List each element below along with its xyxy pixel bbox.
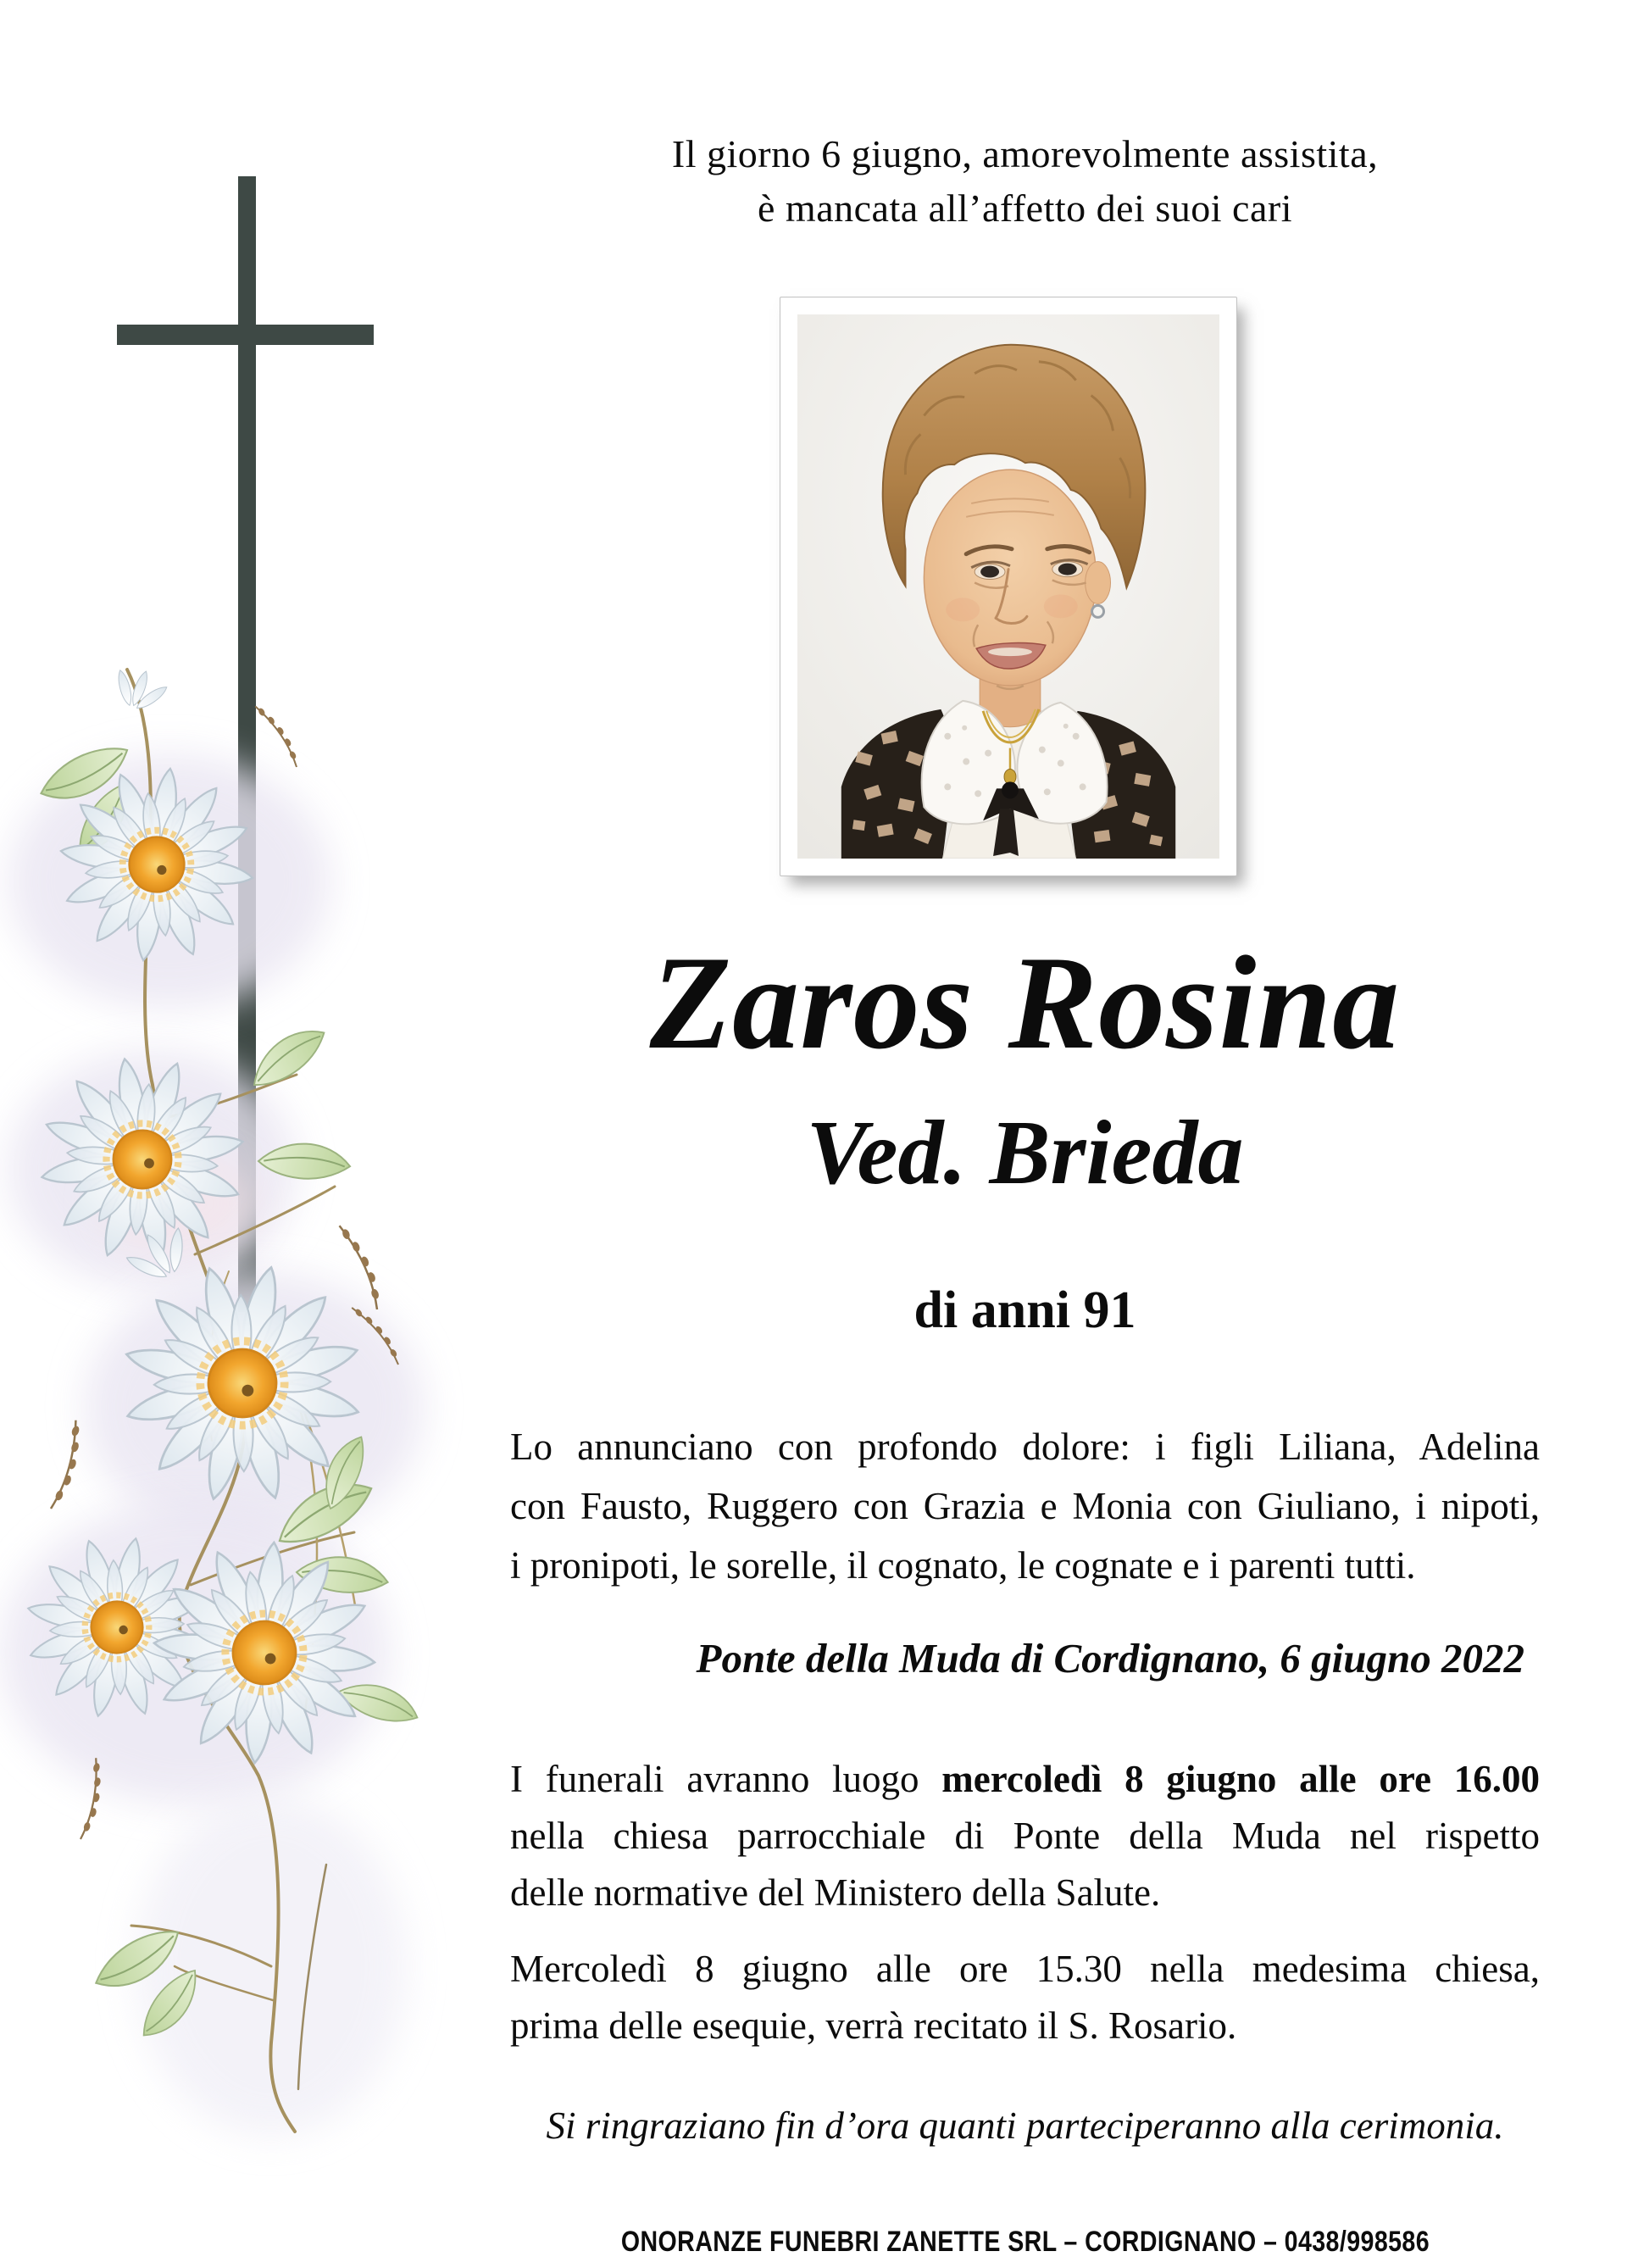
flowers-illustration — [0, 610, 475, 2178]
seed-sprig — [255, 700, 303, 770]
funeral-line-1 — [510, 1751, 1540, 1808]
intro-line-1: Il giorno 6 giugno, amorevolmente assistita, — [671, 132, 1379, 175]
funeral-home-text: ONORANZE FUNEBRI ZANETTE SRL – CORDIGNANO – 0438/998586 — [620, 2226, 1430, 2258]
place-date-line: Ponte della Muda di Cordignano, 6 giugno 2022 — [696, 1635, 1524, 1682]
portrait-photo — [780, 297, 1237, 876]
funeral-line-3: delle normative del Ministero della Salute. — [510, 1871, 1161, 1914]
announcement-line-1: Lo annunciano con profondo dolore: i figli Liliana, Adelina — [510, 1426, 1540, 1468]
age-line: di anni 91 — [913, 1281, 1136, 1339]
rosary-paragraph — [510, 1941, 1540, 2054]
funeral-line-2: nella chiesa parrocchiale di Ponte della Muda nel rispetto — [510, 1815, 1540, 1857]
seed-sprig — [44, 1420, 91, 1512]
portrait-drawing — [797, 314, 1219, 859]
funeral-text-pre: I funerali avranno luogo — [510, 1758, 942, 1800]
funeral-datetime-bold: mercoledì 8 giugno alle ore 16.00 — [941, 1758, 1541, 1800]
deceased-name: Zaros Rosina — [649, 929, 1401, 1077]
announcement-line-3: i pronipoti, le sorelle, il cognato, le cognate e i parenti tutti. — [510, 1544, 1416, 1587]
funeral-home-footer — [510, 2226, 1540, 2259]
rosary-line-1: Mercoledì 8 giugno alle ore 15.30 nella medesima chiesa, — [510, 1948, 1540, 1990]
thanks-line: Si ringraziano fin d’ora quanti parteciperanno alla cerimonia. — [546, 2104, 1504, 2147]
announcement-paragraph — [510, 1417, 1540, 1595]
funeral-paragraph — [510, 1751, 1540, 1921]
widow-title: Ved. Brieda — [806, 1103, 1244, 1203]
intro-text — [510, 127, 1540, 236]
announcement-line-2: con Fausto, Ruggero con Grazia e Monia con Giuliano, i nipoti, — [510, 1485, 1540, 1527]
intro-line-2: è mancata all’affetto dei suoi cari — [758, 186, 1292, 230]
cross-icon-crossbar — [117, 325, 374, 345]
ear — [1086, 562, 1111, 604]
rosary-line-2: prima delle esequie, verrà recitato il S. Rosario. — [510, 2004, 1237, 2047]
